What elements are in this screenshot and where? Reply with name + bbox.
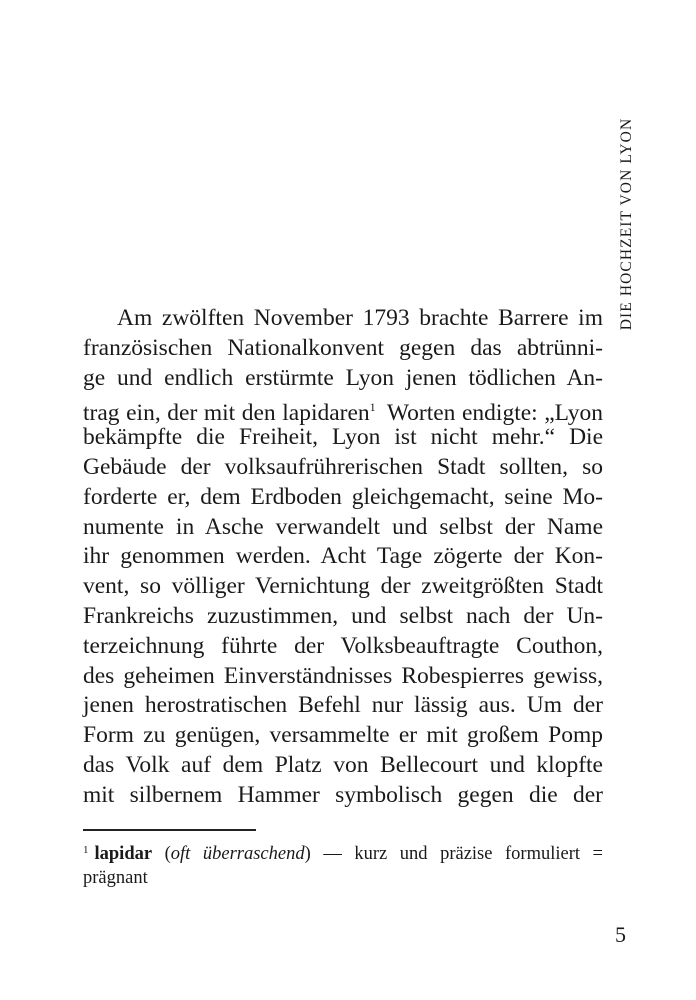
text-line: jenen herostratischen Befehl nur lässig aus. Um der: [83, 692, 603, 719]
text-fragment: trag ein, der mit den lapidaren: [83, 400, 370, 427]
text-line: das Volk auf dem Platz von Bellecourt und klopfte: [83, 751, 603, 778]
text-line: französischen Nationalkonvent gegen das abtrünni-: [83, 334, 603, 361]
footnote-divider: [83, 829, 256, 831]
text-line: bekämpfte die Freiheit, Lyon ist nicht mehr.“ Die: [83, 424, 603, 451]
footnote-mark: 1: [369, 400, 376, 415]
text-line: mit silbernem Hammer symbolisch gegen die der: [83, 781, 603, 808]
text-line: Gebäude der volksaufrührerischen Stadt sollten, so: [83, 453, 603, 480]
text-line: des geheimen Einverständnisses Robespierres gewiss,: [83, 662, 603, 689]
text-line: vent, so völliger Vernichtung der zweitgrößten Stadt: [83, 573, 603, 600]
text-line: ge und endlich erstürmte Lyon jenen tödlichen An-: [83, 364, 603, 391]
footnote-line: [83, 838, 603, 866]
text-line: terzeichnung führte der Volksbeauftragte Couthon,: [83, 632, 603, 659]
text-fragment: Worten endigte: „Lyon: [386, 400, 603, 427]
footnote-line: prägnant: [83, 868, 148, 888]
paren: (: [164, 844, 171, 864]
page-number: 5: [615, 922, 626, 947]
text-line: Am zwölften November 1793 brachte Barrere im: [117, 305, 603, 331]
footnote-number: 1: [83, 844, 89, 856]
footnote-italic: oft überraschend: [170, 844, 305, 864]
running-head-text: DIE HOCHZEIT VON LYON: [618, 117, 635, 331]
paren: ): [304, 844, 311, 864]
text-line: forderte er, dem Erdboden gleichgemacht, seine Mo-: [83, 483, 603, 510]
text-line: Form zu genügen, versammelte er mit großem Pomp: [83, 722, 603, 749]
body-text: [83, 304, 603, 811]
footnote: [83, 838, 603, 890]
footnote-definition: — kurz und präzise formuliert =: [323, 844, 603, 864]
text-line: ihr genommen werden. Acht Tage zögerte der Kon-: [83, 543, 603, 570]
running-head: [614, 100, 640, 348]
text-line: [83, 393, 603, 427]
text-line: Frankreichs zuzustimmen, und selbst nach der Un-: [83, 602, 603, 629]
footnote-term: lapidar: [94, 844, 153, 864]
text-line: numente in Asche verwandelt und selbst der Name: [83, 513, 603, 540]
